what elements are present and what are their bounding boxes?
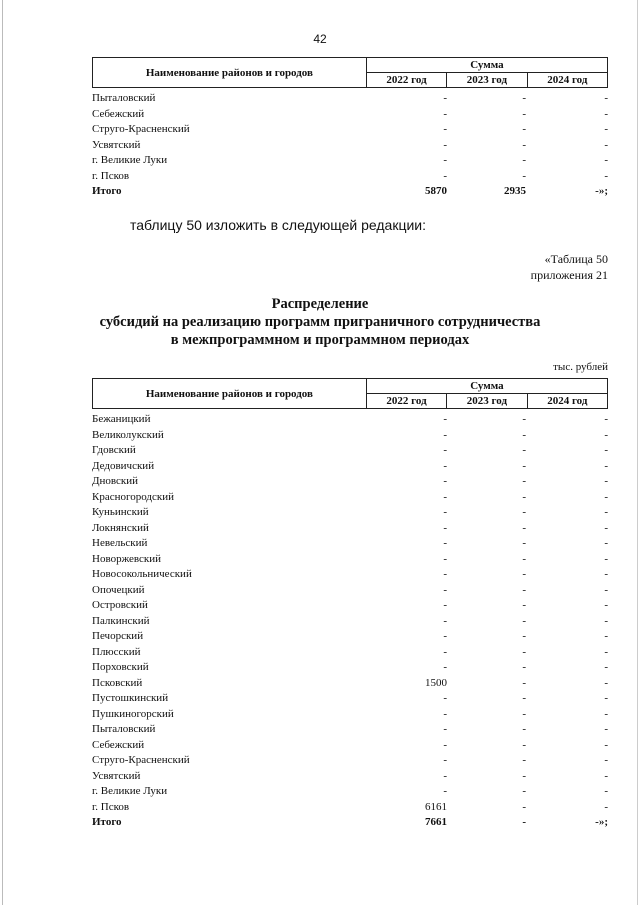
instruction-text: таблицу 50 изложить в следующей редакции: bbox=[130, 217, 427, 233]
table-row bbox=[92, 428, 608, 444]
value-2024: - bbox=[604, 583, 608, 596]
value-2022: - bbox=[443, 692, 447, 704]
table-row bbox=[92, 645, 608, 661]
value-2022: - bbox=[443, 723, 447, 735]
value-2023: - bbox=[522, 154, 526, 166]
header-sum-cell: Сумма bbox=[366, 58, 607, 73]
table-row bbox=[92, 598, 608, 614]
district-name: Итого bbox=[92, 816, 122, 828]
district-name: г. Псков bbox=[92, 800, 130, 813]
title-line3: в межпрограммном и программном периодах bbox=[170, 332, 470, 348]
top-table-body bbox=[92, 91, 608, 200]
value-2022: - bbox=[443, 154, 447, 166]
table-row bbox=[92, 490, 608, 506]
district-name: Красногородский bbox=[92, 490, 175, 503]
value-2022: - bbox=[443, 459, 447, 472]
value-2022: - bbox=[443, 769, 447, 782]
district-name: Бежаницкий bbox=[92, 413, 151, 425]
value-2022: - bbox=[443, 661, 447, 673]
district-name: Великолукский bbox=[92, 428, 164, 441]
header-year-2022: 2022 год bbox=[366, 73, 446, 88]
value-2023: - bbox=[522, 413, 526, 425]
district-name: Усвятский bbox=[92, 769, 141, 782]
header-year-2024: 2024 год bbox=[527, 394, 607, 409]
table-ref-line1: «Таблица 50 bbox=[544, 252, 608, 266]
district-name: Пыталовский bbox=[92, 723, 156, 735]
total-row bbox=[92, 184, 608, 200]
header-sum-cell: Сумма bbox=[366, 379, 607, 394]
value-2022: - bbox=[443, 123, 447, 135]
title-line2: субсидий на реализацию программ приграничного сотрудничества bbox=[99, 314, 541, 330]
table-row bbox=[92, 738, 608, 754]
value-2023: - bbox=[522, 614, 526, 627]
value-2023: - bbox=[522, 754, 526, 766]
value-2024: - bbox=[604, 428, 608, 441]
value-2022: - bbox=[443, 521, 447, 534]
value-2023: - bbox=[522, 506, 526, 518]
district-name: Локнянский bbox=[92, 521, 149, 534]
value-2023: - bbox=[522, 475, 526, 487]
table-row bbox=[92, 583, 608, 599]
value-2022: - bbox=[443, 506, 447, 518]
value-2022: - bbox=[443, 92, 447, 104]
main-table-body bbox=[92, 412, 608, 831]
table-row bbox=[92, 800, 608, 816]
value-2023: - bbox=[522, 599, 526, 611]
value-2022: - bbox=[443, 583, 447, 596]
value-2022: - bbox=[443, 169, 447, 182]
value-2024: - bbox=[604, 521, 608, 534]
value-2024: - bbox=[604, 661, 608, 673]
value-2024: - bbox=[604, 754, 608, 766]
district-name: Псковский bbox=[92, 676, 143, 689]
value-2024: - bbox=[604, 506, 608, 518]
value-2024: - bbox=[604, 459, 608, 472]
value-2022: - bbox=[443, 552, 447, 565]
value-2024: - bbox=[604, 769, 608, 782]
value-2024: - bbox=[604, 138, 608, 151]
value-2024: - bbox=[604, 676, 608, 689]
value-2023: - bbox=[522, 645, 526, 658]
title-line1: Распределение bbox=[271, 296, 369, 312]
table-row bbox=[92, 91, 608, 107]
table-row bbox=[92, 676, 608, 692]
value-2022: - bbox=[443, 707, 447, 720]
value-2022: - bbox=[443, 645, 447, 658]
value-2022: - bbox=[443, 630, 447, 642]
table-row bbox=[92, 459, 608, 475]
value-2024: - bbox=[604, 92, 608, 104]
table-row bbox=[92, 552, 608, 568]
table-row bbox=[92, 784, 608, 800]
value-2023: - bbox=[522, 444, 526, 456]
value-2024: - bbox=[604, 552, 608, 565]
district-name: Новоржевский bbox=[92, 552, 162, 565]
value-2022: - bbox=[443, 413, 447, 425]
value-2023: - bbox=[522, 785, 526, 797]
table-row bbox=[92, 474, 608, 490]
district-name: Дедовичский bbox=[92, 459, 155, 472]
page-number: 42 bbox=[313, 32, 327, 46]
header-name-cell: Наименование районов и городов bbox=[93, 379, 367, 409]
header-year-2023: 2023 год bbox=[447, 394, 527, 409]
district-name: Итого bbox=[92, 185, 122, 197]
table-row bbox=[92, 107, 608, 123]
table-row bbox=[92, 536, 608, 552]
value-2022: - bbox=[443, 738, 447, 751]
district-name: Гдовский bbox=[92, 444, 136, 456]
value-2022: - bbox=[443, 537, 447, 549]
district-name: Дновский bbox=[92, 475, 139, 487]
value-2023: - bbox=[522, 707, 526, 720]
value-2023: - bbox=[522, 800, 526, 813]
scan-edge-left bbox=[2, 0, 3, 905]
value-2023: - bbox=[522, 537, 526, 549]
value-2023: - bbox=[522, 630, 526, 642]
value-2023: - bbox=[522, 769, 526, 782]
value-2022: - bbox=[443, 614, 447, 627]
value-2024: - bbox=[604, 444, 608, 456]
district-name: Пустошкинский bbox=[92, 692, 169, 704]
value-2024: - bbox=[604, 537, 608, 549]
value-2023: - bbox=[522, 490, 526, 503]
value-2023: - bbox=[522, 816, 526, 828]
district-name: Островский bbox=[92, 599, 148, 611]
value-2024: - bbox=[604, 568, 608, 580]
district-name: Плюсский bbox=[92, 645, 141, 658]
table-row bbox=[92, 169, 608, 185]
value-2024: -»; bbox=[595, 816, 608, 828]
value-2024: - bbox=[604, 614, 608, 627]
district-name: Палкинский bbox=[92, 614, 150, 627]
value-2023: - bbox=[522, 568, 526, 580]
value-2024: - bbox=[604, 785, 608, 797]
district-name: Куньинский bbox=[92, 506, 149, 518]
value-2022: - bbox=[443, 444, 447, 456]
table-row bbox=[92, 153, 608, 169]
district-name: Пушкиногорский bbox=[92, 707, 174, 720]
value-2024: - bbox=[604, 738, 608, 751]
value-2024: - bbox=[604, 723, 608, 735]
value-2024: - bbox=[604, 123, 608, 135]
main-table-header bbox=[92, 378, 608, 409]
table-row bbox=[92, 122, 608, 138]
district-name: г. Великие Луки bbox=[92, 154, 168, 166]
table-ref-line2: приложения 21 bbox=[530, 268, 608, 282]
district-name: Себежский bbox=[92, 107, 145, 120]
value-2023: - bbox=[522, 692, 526, 704]
value-2024: - bbox=[604, 599, 608, 611]
value-2024: - bbox=[604, 630, 608, 642]
scan-edge-right bbox=[637, 0, 638, 905]
district-name: Порховский bbox=[92, 661, 149, 673]
table-row bbox=[92, 769, 608, 785]
table-row bbox=[92, 660, 608, 676]
header-year-2024: 2024 год bbox=[527, 73, 607, 88]
table-row bbox=[92, 567, 608, 583]
value-2023: - bbox=[522, 583, 526, 596]
value-2023: - bbox=[522, 428, 526, 441]
value-2022: 1500 bbox=[425, 676, 447, 689]
units-label: тыс. рублей bbox=[553, 361, 608, 373]
value-2023: - bbox=[522, 138, 526, 151]
value-2024: - bbox=[604, 169, 608, 182]
table-row bbox=[92, 722, 608, 738]
district-name: Усвятский bbox=[92, 138, 141, 151]
header-year-2022: 2022 год bbox=[366, 394, 446, 409]
value-2024: - bbox=[604, 475, 608, 487]
value-2023: - bbox=[522, 661, 526, 673]
value-2023: - bbox=[522, 676, 526, 689]
table-row bbox=[92, 443, 608, 459]
value-2022: - bbox=[443, 428, 447, 441]
table-row bbox=[92, 753, 608, 769]
value-2023: 2935 bbox=[504, 185, 526, 197]
value-2024: - bbox=[604, 692, 608, 704]
value-2022: - bbox=[443, 107, 447, 120]
value-2024: - bbox=[604, 154, 608, 166]
district-name: Пыталовский bbox=[92, 92, 156, 104]
top-table-header bbox=[92, 57, 608, 88]
table-row bbox=[92, 707, 608, 723]
table-row bbox=[92, 629, 608, 645]
value-2022: - bbox=[443, 754, 447, 766]
header-name-cell: Наименование районов и городов bbox=[93, 58, 367, 88]
total-row bbox=[92, 815, 608, 831]
district-name: Струго-Красненский bbox=[92, 123, 190, 135]
value-2023: - bbox=[522, 738, 526, 751]
header-year-2023: 2023 год bbox=[447, 73, 527, 88]
value-2022: 6161 bbox=[425, 800, 447, 813]
district-name: г. Великие Луки bbox=[92, 785, 168, 797]
value-2024: - bbox=[604, 707, 608, 720]
value-2022: 7661 bbox=[425, 816, 447, 828]
value-2023: - bbox=[522, 92, 526, 104]
district-name: г. Псков bbox=[92, 169, 130, 182]
value-2023: - bbox=[522, 723, 526, 735]
table-row bbox=[92, 138, 608, 154]
value-2023: - bbox=[522, 107, 526, 120]
value-2022: - bbox=[443, 490, 447, 503]
district-name: Печорский bbox=[92, 630, 144, 642]
table-row bbox=[92, 691, 608, 707]
value-2024: - bbox=[604, 645, 608, 658]
value-2023: - bbox=[522, 521, 526, 534]
table-row bbox=[92, 412, 608, 428]
value-2022: - bbox=[443, 785, 447, 797]
value-2024: - bbox=[604, 413, 608, 425]
table-row bbox=[92, 521, 608, 537]
value-2022: - bbox=[443, 138, 447, 151]
table-row bbox=[92, 505, 608, 521]
district-name: Себежский bbox=[92, 738, 145, 751]
district-name: Опочецкий bbox=[92, 583, 145, 596]
value-2024: -»; bbox=[595, 185, 608, 197]
district-name: Невельский bbox=[92, 537, 148, 549]
value-2023: - bbox=[522, 552, 526, 565]
value-2023: - bbox=[522, 169, 526, 182]
district-name: Струго-Красненский bbox=[92, 754, 190, 766]
value-2024: - bbox=[604, 107, 608, 120]
value-2023: - bbox=[522, 459, 526, 472]
value-2022: - bbox=[443, 568, 447, 580]
value-2024: - bbox=[604, 490, 608, 503]
value-2022: - bbox=[443, 475, 447, 487]
value-2022: - bbox=[443, 599, 447, 611]
value-2024: - bbox=[604, 800, 608, 813]
district-name: Новосокольнический bbox=[92, 568, 192, 580]
value-2022: 5870 bbox=[425, 185, 447, 197]
table-row bbox=[92, 614, 608, 630]
value-2023: - bbox=[522, 123, 526, 135]
